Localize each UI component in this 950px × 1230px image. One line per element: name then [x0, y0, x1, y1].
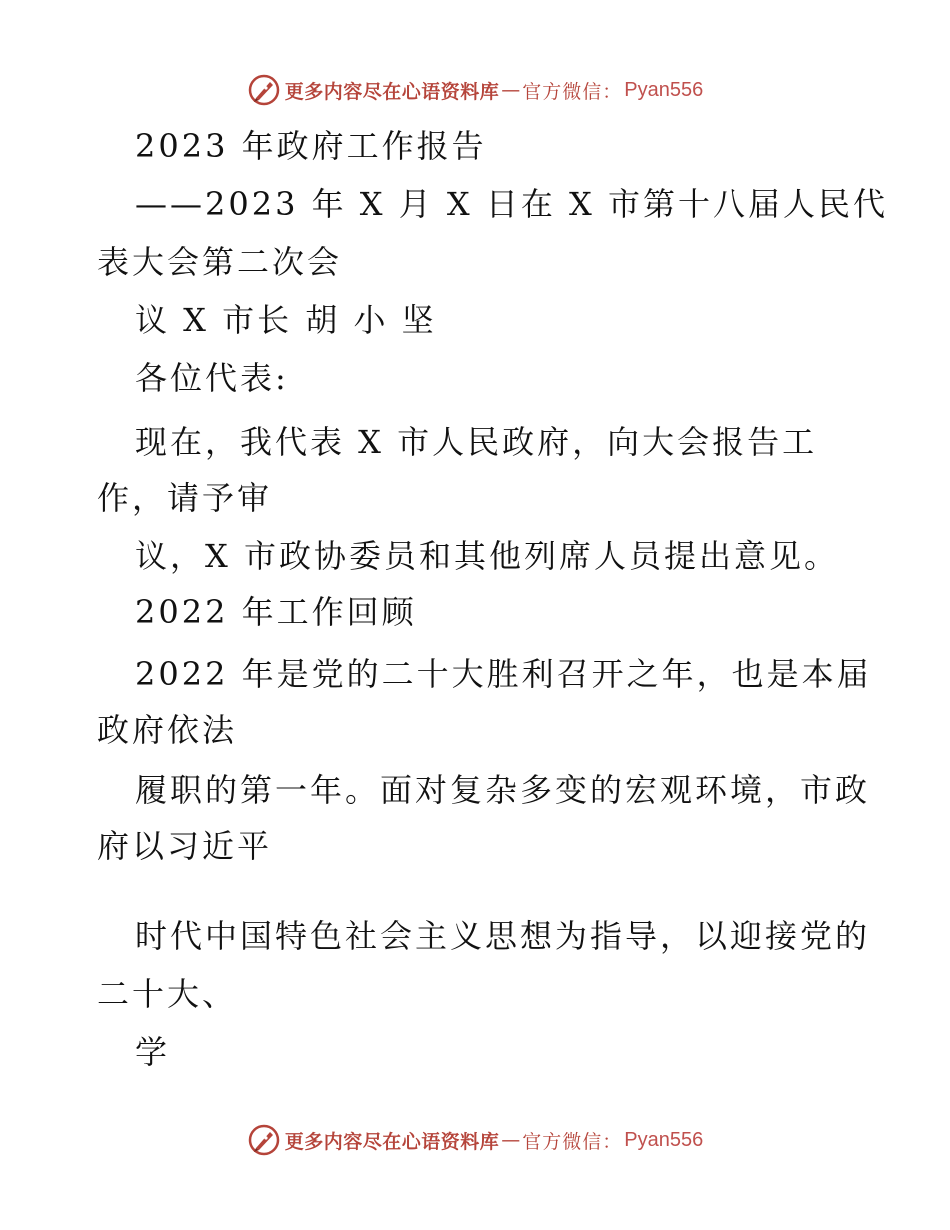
doc-section-heading: 2022 年工作回顾 [135, 593, 417, 631]
doc-paragraph-line: 履职的第一年。面对复杂多变的宏观环境，市政 [135, 771, 871, 809]
banner-dash: — [501, 1129, 521, 1151]
doc-paragraph-line: 2022 年是党的二十大胜利召开之年，也是本届 [135, 655, 872, 693]
banner-wechat-label: 官方微信： [522, 1130, 623, 1153]
doc-salutation: 各位代表: [135, 359, 289, 397]
doc-paragraph-line: 学 [135, 1033, 171, 1071]
banner-wechat-label: 官方微信： [522, 80, 623, 103]
doc-speaker-line: 议 X 市长 胡 小 坚 [135, 301, 437, 339]
doc-paragraph-line: 二十大、 [97, 975, 238, 1013]
banner-dash: — [501, 79, 521, 101]
doc-paragraph-line: 时代中国特色社会主义思想为指导，以迎接党的 [135, 917, 871, 955]
pen-logo-icon [247, 1123, 281, 1157]
doc-title: 2023 年政府工作报告 [135, 127, 487, 165]
doc-paragraph-line: 作，请予审 [97, 479, 273, 517]
doc-subtitle-line: 表大会第二次会 [97, 243, 343, 281]
doc-subtitle-line: ——2023 年 X 月 X 日在 X 市第十八届人民代 [135, 185, 888, 223]
banner-slogan: 更多内容尽在心语资料库 [284, 80, 500, 103]
doc-paragraph-line: 政府依法 [97, 711, 238, 749]
banner-wechat-id: Pyan556 [624, 78, 704, 101]
header-banner [0, 70, 950, 110]
banner-slogan: 更多内容尽在心语资料库 [284, 1130, 500, 1153]
doc-paragraph-line: 议，X 市政协委员和其他列席人员提出意见。 [135, 537, 839, 575]
doc-paragraph-line: 现在，我代表 X 市人民政府，向大会报告工 [135, 423, 818, 461]
footer-banner [0, 1120, 950, 1160]
pen-logo-icon [247, 73, 281, 107]
doc-paragraph-line: 府以习近平 [97, 827, 273, 865]
banner-wechat-id: Pyan556 [624, 1128, 704, 1151]
